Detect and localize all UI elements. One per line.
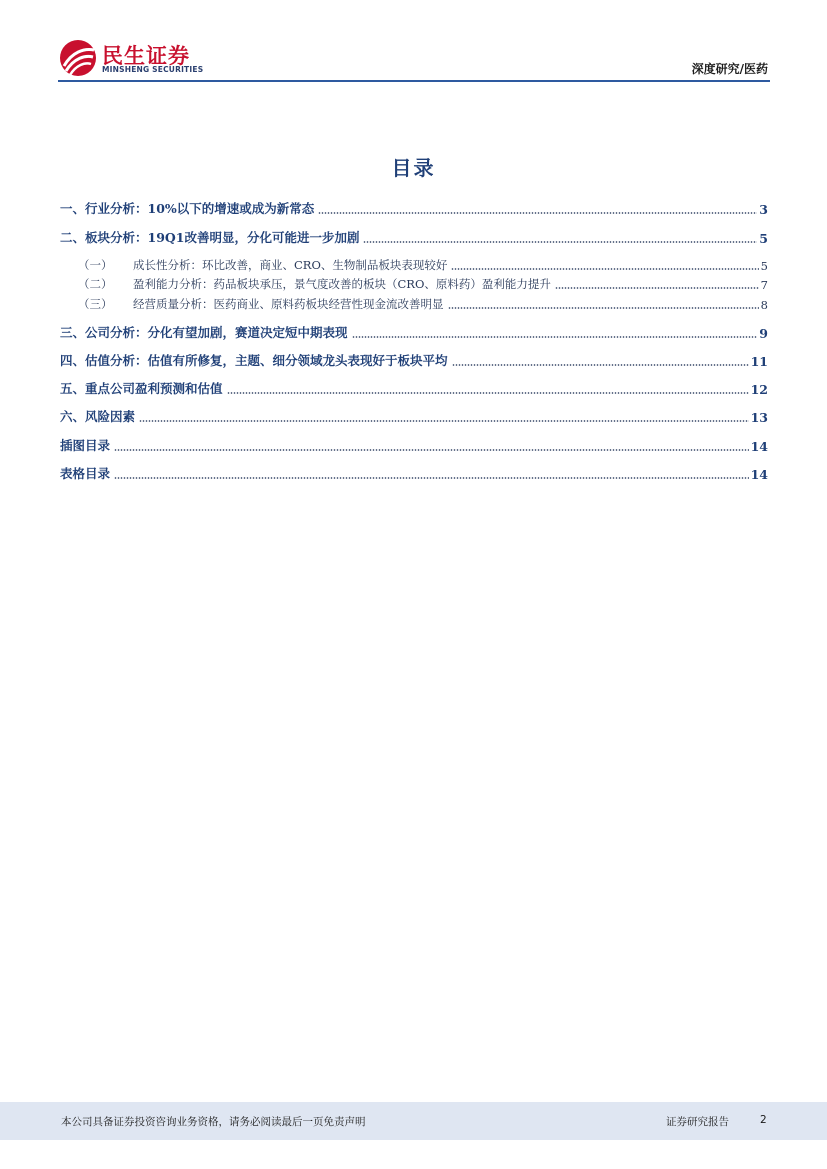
report-type-label: 深度研究/医药 bbox=[691, 62, 768, 76]
logo-chinese-name: 民生证券 bbox=[102, 44, 190, 68]
toc-entry[interactable] bbox=[60, 323, 768, 341]
toc-entry-text: 插图目录 bbox=[60, 438, 111, 453]
toc-entry-text: 二、板块分析：19Q1改善明显，分化可能进一步加剧 bbox=[60, 230, 360, 245]
toc-leader-dots bbox=[318, 212, 757, 214]
toc-subentry-number: （一） bbox=[78, 258, 113, 272]
minsheng-logo-icon bbox=[58, 38, 98, 78]
toc-entry-text: 五、重点公司盈利预测和估值 bbox=[60, 381, 223, 396]
footer-disclaimer: 本公司具备证券投资咨询业务资格，请务必阅读最后一页免责声明 bbox=[61, 1116, 366, 1128]
toc-leader-dots bbox=[451, 268, 758, 270]
toc-subentry-page: 5 bbox=[760, 259, 768, 273]
toc-entry-page: 12 bbox=[750, 382, 768, 397]
toc-entry[interactable] bbox=[60, 407, 768, 425]
toc-entry-page: 13 bbox=[750, 410, 768, 425]
toc-entry-text: 六、风险因素 bbox=[60, 409, 136, 424]
toc-entry-page: 14 bbox=[750, 467, 768, 482]
logo-english-name: MINSHENG SECURITIES bbox=[102, 65, 204, 74]
toc-subentry-number: （二） bbox=[78, 277, 113, 291]
toc-entry[interactable] bbox=[60, 379, 768, 397]
toc-entry[interactable] bbox=[60, 436, 768, 454]
toc-entry-page: 3 bbox=[759, 202, 768, 217]
toc-leader-dots bbox=[452, 364, 749, 366]
minsheng-logo bbox=[58, 38, 218, 80]
toc-leader-dots bbox=[448, 307, 759, 309]
toc-leader-dots bbox=[114, 477, 749, 479]
toc-subentry-text: 成长性分析：环比改善，商业、CRO、生物制品板块表现较好 bbox=[133, 258, 448, 272]
toc-leader-dots bbox=[114, 449, 749, 451]
page-header bbox=[0, 0, 827, 90]
toc-subentry-page: 7 bbox=[760, 278, 768, 292]
toc-entry[interactable] bbox=[60, 464, 768, 482]
toc-subentry-text: 盈利能力分析：药品板块承压，景气度改善的板块（CRO、原料药）盈利能力提升 bbox=[133, 277, 551, 291]
toc-leader-dots bbox=[363, 241, 757, 243]
footer-page-number: 2 bbox=[760, 1114, 767, 1126]
toc-subentry-text: 经营质量分析：医药商业、原料药板块经营性现金流改善明显 bbox=[133, 297, 444, 311]
toc-entry-page: 11 bbox=[750, 354, 768, 369]
toc-subentry[interactable] bbox=[78, 255, 768, 273]
toc-entry[interactable] bbox=[60, 351, 768, 369]
page-footer bbox=[0, 1102, 827, 1140]
toc-subentry-number: （三） bbox=[78, 297, 113, 311]
toc-entry-text: 四、估值分析：估值有所修复，主题、细分领域龙头表现好于板块平均 bbox=[60, 353, 448, 368]
toc-entry-page: 14 bbox=[750, 439, 768, 454]
toc-leader-dots bbox=[555, 287, 759, 289]
toc-entry-text: 表格目录 bbox=[60, 466, 111, 481]
header-divider bbox=[58, 80, 770, 82]
toc-leader-dots bbox=[352, 336, 758, 338]
toc-subentry[interactable] bbox=[78, 294, 768, 312]
toc-entry-text: 一、行业分析：10%以下的增速或成为新常态 bbox=[60, 201, 315, 216]
toc-entry[interactable] bbox=[60, 228, 768, 246]
toc-leader-dots bbox=[139, 420, 749, 422]
toc-entry-page: 9 bbox=[759, 326, 768, 341]
toc-leader-dots bbox=[227, 392, 749, 394]
toc-title: 目录 bbox=[391, 156, 436, 180]
toc-entry-page: 5 bbox=[759, 231, 768, 246]
toc-entry-text: 三、公司分析：分化有望加剧，赛道决定短中期表现 bbox=[60, 325, 348, 340]
toc-entry[interactable] bbox=[60, 199, 768, 217]
toc-subentry-page: 8 bbox=[760, 298, 768, 312]
toc-subentry[interactable] bbox=[78, 274, 768, 292]
footer-report-label: 证券研究报告 bbox=[666, 1116, 729, 1128]
